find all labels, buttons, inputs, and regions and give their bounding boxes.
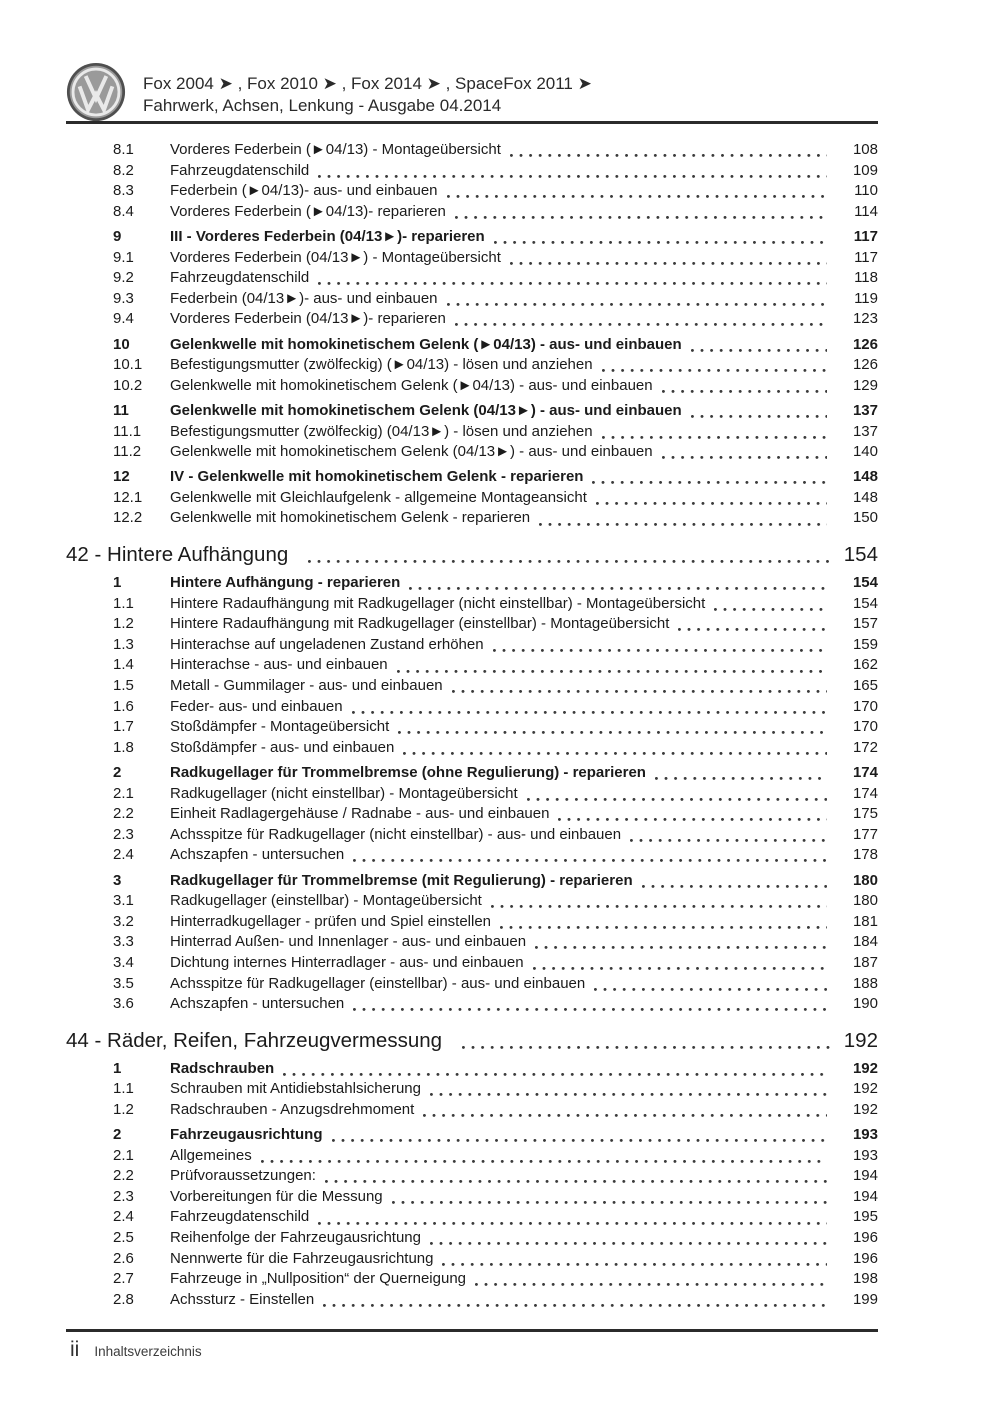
entry-number: 3.4: [113, 953, 134, 971]
entry-page: 129: [852, 376, 878, 394]
toc-entry-row: [66, 422, 878, 443]
entry-page: 165: [852, 677, 878, 695]
dot-leader: [403, 752, 827, 755]
entry-page: 177: [852, 825, 878, 843]
toc-entry-row: [66, 488, 878, 509]
entry-number: 2.6: [113, 1249, 134, 1267]
entry-number: 3.1: [113, 892, 134, 910]
dot-leader: [594, 988, 827, 991]
entry-page: 195: [852, 1208, 878, 1226]
toc-entry-row: [66, 912, 878, 933]
entry-number: 8.3: [113, 182, 134, 200]
entry-number: 9.2: [113, 269, 134, 287]
toc-entry-row: [66, 891, 878, 912]
entry-page: 181: [852, 912, 878, 930]
entry-number: 1.1: [113, 1080, 134, 1098]
entry-title: Achsspitze für Radkugellager (einstellbar) - aus- und einbauen: [170, 974, 586, 992]
entry-title: Vorderes Federbein (04/13►) - Montageübersicht: [170, 248, 501, 266]
dot-leader: [602, 369, 827, 372]
toc-entry-row: [66, 1290, 878, 1311]
toc-entry-row: [66, 140, 878, 161]
entry-title: Fahrzeugdatenschild: [170, 1208, 310, 1226]
header-subtitle-line: Fahrwerk, Achsen, Lenkung - Ausgabe 04.2014: [143, 96, 502, 115]
chapter-title: 42 - Hintere Aufhängung: [66, 543, 289, 567]
entry-title: Achssturz - Einstellen: [170, 1290, 315, 1308]
dot-leader: [602, 436, 827, 439]
toc-entry-row: [66, 442, 878, 463]
entry-page: 187: [852, 953, 878, 971]
entry-page: 154: [843, 543, 878, 567]
toc-entry-row: [66, 697, 878, 718]
entry-number: 1.5: [113, 677, 134, 695]
toc-entry-row: [66, 1269, 878, 1290]
header-models-line: Fox 2004 ➤ , Fox 2010 ➤ , Fox 2014 ➤ , SpaceFox 2011 ➤: [143, 74, 592, 93]
dot-leader: [308, 560, 831, 563]
entry-page: 140: [852, 443, 878, 461]
entry-title: Gelenkwelle mit Gleichlaufgelenk - allgemeine Montageansicht: [170, 488, 587, 506]
entry-title: Metall - Gummilager - aus- und einbauen: [170, 677, 443, 695]
entry-title: Vorderes Federbein (►04/13) - Montageübersicht: [170, 141, 501, 158]
dot-leader: [678, 628, 827, 631]
dot-leader: [596, 502, 827, 505]
entry-number: 1.7: [113, 718, 134, 736]
dot-leader: [539, 523, 827, 526]
entry-page: 157: [852, 615, 878, 633]
entry-number: 9.1: [113, 248, 134, 266]
entry-number: 2: [113, 1126, 122, 1144]
toc-entry-row: [66, 804, 878, 825]
toc-entry-row: [66, 1079, 878, 1100]
entry-title: Allgemeines: [170, 1146, 252, 1164]
entry-number: 2.5: [113, 1229, 134, 1247]
entry-title: Achsspitze für Radkugellager (nicht einstellbar) - aus- und einbauen: [170, 825, 622, 843]
entry-number: 2.1: [113, 1146, 134, 1164]
dot-leader: [714, 608, 827, 611]
dot-leader: [462, 1046, 831, 1049]
entry-page: 170: [852, 697, 878, 715]
dot-leader: [535, 946, 827, 949]
entry-number: 1.2: [113, 615, 134, 633]
dot-leader: [500, 926, 827, 929]
entry-page: 148: [852, 488, 878, 506]
toc-entry-row: [66, 1146, 878, 1167]
dot-leader: [423, 1114, 827, 1117]
dot-leader: [558, 818, 827, 821]
entry-title: Hinterachse - aus- und einbauen: [170, 656, 388, 674]
footer-label: Inhaltsverzeichnis: [94, 1344, 202, 1359]
toc-entry-row: [66, 573, 878, 594]
toc-entry-row: [66, 717, 878, 738]
toc-entry-row: [66, 161, 878, 182]
dot-leader: [353, 1008, 827, 1011]
entry-number: 3.2: [113, 912, 134, 930]
entry-number: 2.1: [113, 784, 134, 802]
entry-title: Fahrzeugdatenschild: [170, 269, 310, 287]
toc-entry-row: [66, 1187, 878, 1208]
entry-title: Federbein (04/13►)- aus- und einbauen: [170, 289, 438, 307]
entry-title: Reihenfolge der Fahrzeugausrichtung: [170, 1229, 421, 1247]
header-divider: [66, 121, 878, 124]
entry-number: 2.2: [113, 1167, 134, 1185]
entry-page: 118: [854, 269, 878, 287]
entry-page: 192: [843, 1028, 878, 1052]
dot-leader: [323, 1304, 827, 1307]
dot-leader: [662, 390, 827, 393]
entry-title: Gelenkwelle mit homokinetischem Gelenk (04/13►) - aus- und einbauen: [170, 443, 653, 461]
entry-title: Schrauben mit Antidiebstahlsicherung: [170, 1080, 421, 1098]
entry-title: Hintere Radaufhängung mit Radkugellager (einstellbar) - Montageübersicht: [170, 615, 670, 633]
footer-page-number: ii: [70, 1338, 80, 1361]
entry-title: Stoßdämpfer - Montageübersicht: [170, 718, 390, 736]
entry-number: 3: [113, 871, 122, 889]
entry-number: 2.8: [113, 1290, 134, 1308]
entry-number: 1.4: [113, 656, 134, 674]
toc-entry-row: [66, 181, 878, 202]
toc-entry-row: [66, 248, 878, 269]
entry-title: Dichtung internes Hinterradlager - aus- und einbauen: [170, 953, 524, 971]
dot-leader: [397, 670, 827, 673]
entry-page: 117: [853, 227, 878, 245]
entry-title: Gelenkwelle mit homokinetischem Gelenk - reparieren: [170, 509, 531, 527]
dot-leader: [447, 195, 827, 198]
entry-page: 192: [852, 1080, 878, 1098]
entry-title: Fahrzeugdatenschild: [170, 161, 310, 179]
dot-leader: [430, 1242, 827, 1245]
toc-entry-row: [66, 1125, 878, 1146]
dot-leader: [352, 711, 827, 714]
dot-leader: [325, 1180, 827, 1183]
entry-number: 8.1: [113, 141, 134, 158]
dot-leader: [662, 456, 827, 459]
entry-title: Vorbereitungen für die Messung: [170, 1187, 383, 1205]
toc-entry-row: [66, 1100, 878, 1121]
dot-leader: [283, 1073, 827, 1076]
dot-leader: [430, 1093, 827, 1096]
dot-leader: [455, 216, 827, 219]
toc-entry-row: [66, 845, 878, 866]
entry-page: 174: [852, 764, 878, 781]
entry-page: 193: [852, 1126, 878, 1144]
entry-number: 2.3: [113, 1187, 134, 1205]
page-header: [66, 62, 878, 122]
dot-leader: [447, 303, 827, 306]
toc-entry-row: [66, 825, 878, 846]
toc-entry-row: [66, 676, 878, 697]
entry-title: Einheit Radlagergehäuse / Radnabe - aus- und einbauen: [170, 805, 550, 823]
entry-number: 3.5: [113, 974, 134, 992]
entry-title: Hintere Aufhängung - reparieren: [170, 574, 401, 592]
entry-page: 180: [852, 892, 878, 910]
entry-number: 11.2: [113, 443, 142, 461]
entry-title: Stoßdämpfer - aus- und einbauen: [170, 738, 395, 756]
toc-entry-row: [66, 1059, 878, 1080]
entry-number: 10.2: [113, 376, 143, 394]
entry-title: Radschrauben - Anzugsdrehmoment: [170, 1100, 415, 1118]
toc-entry-row: [66, 738, 878, 759]
vw-logo-icon: [66, 62, 126, 122]
entry-page: 109: [852, 161, 878, 179]
entry-title: Befestigungsmutter (zwölfeckig) (►04/13) - lösen und anziehen: [170, 356, 593, 374]
toc-entry-row: [66, 401, 878, 422]
entry-page: 199: [852, 1290, 878, 1308]
toc-entry-row: [66, 953, 878, 974]
dot-leader: [318, 1222, 827, 1225]
entry-number: 9.3: [113, 289, 134, 307]
entry-page: 114: [854, 202, 878, 220]
entry-number: 3.6: [113, 995, 134, 1013]
entry-title: Gelenkwelle mit homokinetischem Gelenk (►04/13) - aus- und einbauen: [170, 335, 682, 353]
entry-title: Hintere Radaufhängung mit Radkugellager (nicht einstellbar) - Montageübersicht: [170, 594, 706, 612]
toc-entry-row: [66, 655, 878, 676]
dot-leader: [510, 154, 827, 157]
header-title-block: [143, 62, 592, 117]
toc-entry-row: [66, 376, 878, 397]
entry-number: 2.3: [113, 825, 134, 843]
dot-leader: [592, 481, 827, 484]
entry-title: Gelenkwelle mit homokinetischem Gelenk (►04/13) - aus- und einbauen: [170, 376, 653, 394]
entry-number: 10.1: [113, 356, 143, 374]
toc-entry-row: [66, 467, 878, 488]
entry-title: IV - Gelenkwelle mit homokinetischem Gelenk - reparieren: [170, 468, 584, 486]
dot-leader: [527, 798, 827, 801]
toc-entry-row: [66, 974, 878, 995]
entry-page: 159: [852, 635, 878, 653]
entry-number: 12: [113, 468, 130, 486]
entry-page: 178: [852, 846, 878, 864]
entry-number: 1: [113, 574, 122, 592]
dot-leader: [493, 649, 827, 652]
dot-leader: [691, 349, 827, 352]
dot-leader: [318, 282, 827, 285]
entry-title: Befestigungsmutter (zwölfeckig) (04/13►) - lösen und anziehen: [170, 422, 593, 440]
entry-title: Fahrzeuge in „Nullposition“ der Querneigung: [170, 1270, 467, 1288]
toc-entry-row: [66, 289, 878, 310]
entry-page: 137: [852, 422, 878, 440]
toc-entry-row: [66, 871, 878, 892]
entry-number: 1.1: [113, 594, 134, 612]
toc-entry-row: [66, 1228, 878, 1249]
toc-entry-row: [66, 932, 878, 953]
entry-title: Hinterradkugellager - prüfen und Spiel einstellen: [170, 912, 492, 930]
toc-entry-row: [66, 994, 878, 1015]
entry-title: Vorderes Federbein (►04/13)- reparieren: [170, 202, 446, 220]
entry-number: 10: [113, 335, 130, 353]
entry-page: 154: [852, 574, 878, 592]
entry-number: 9.4: [113, 310, 134, 328]
entry-page: 196: [852, 1249, 878, 1267]
toc-chapter-row: [66, 1028, 878, 1053]
entry-page: 150: [852, 509, 878, 527]
dot-leader: [455, 323, 827, 326]
entry-title: Achszapfen - untersuchen: [170, 995, 345, 1013]
entry-title: Federbein (►04/13)- aus- und einbauen: [170, 182, 438, 200]
entry-number: 12.1: [113, 488, 143, 506]
dot-leader: [475, 1283, 827, 1286]
entry-number: 8.4: [113, 202, 134, 220]
dot-leader: [510, 262, 827, 265]
entry-page: 190: [852, 995, 878, 1013]
toc-entry-row: [66, 1207, 878, 1228]
entry-title: Prüfvoraussetzungen:: [170, 1167, 316, 1185]
entry-page: 188: [852, 974, 878, 992]
entry-page: 198: [852, 1270, 878, 1288]
entry-page: 194: [852, 1167, 878, 1185]
dot-leader: [533, 967, 827, 970]
entry-number: 3.3: [113, 933, 134, 951]
entry-page: 170: [852, 718, 878, 736]
entry-page: 108: [852, 141, 878, 158]
entry-number: 8.2: [113, 161, 134, 179]
entry-page: 117: [854, 248, 878, 266]
entry-page: 174: [852, 784, 878, 802]
footer-divider: [66, 1329, 878, 1332]
dot-leader: [642, 885, 827, 888]
entry-page: 180: [852, 871, 878, 889]
toc-entry-row: [66, 763, 878, 784]
entry-number: 2.2: [113, 805, 134, 823]
entry-number: 12.2: [113, 509, 143, 527]
entry-page: 110: [854, 182, 878, 200]
entry-title: Radschrauben: [170, 1059, 275, 1077]
entry-number: 1: [113, 1059, 122, 1077]
dot-leader: [491, 905, 827, 908]
toc-entry-row: [66, 309, 878, 330]
entry-number: 1.6: [113, 697, 134, 715]
entry-title: Radkugellager (nicht einstellbar) - Montageübersicht: [170, 784, 518, 802]
entry-page: 126: [852, 356, 878, 374]
entry-number: 1.2: [113, 1100, 134, 1118]
toc-entry-row: [66, 227, 878, 248]
entry-title: Nennwerte für die Fahrzeugausrichtung: [170, 1249, 434, 1267]
toc-entry-row: [66, 508, 878, 529]
toc-entry-row: [66, 594, 878, 615]
dot-leader: [494, 241, 827, 244]
entry-number: 2.7: [113, 1270, 134, 1288]
toc-entry-row: [66, 784, 878, 805]
dot-leader: [353, 859, 827, 862]
dot-leader: [442, 1263, 827, 1266]
entry-number: 2.4: [113, 1208, 134, 1226]
toc-entry-row: [66, 268, 878, 289]
dot-leader: [398, 731, 827, 734]
dot-leader: [409, 587, 827, 590]
entry-title: Hinterachse auf ungeladenen Zustand erhöhen: [170, 635, 484, 653]
entry-page: 196: [852, 1229, 878, 1247]
toc-entry-row: [66, 1249, 878, 1270]
toc-entry-row: [66, 335, 878, 356]
toc-entry-row: [66, 614, 878, 635]
entry-title: Vorderes Federbein (04/13►)- reparieren: [170, 310, 446, 328]
entry-page: 192: [852, 1059, 878, 1077]
entry-title: Feder- aus- und einbauen: [170, 697, 343, 715]
entry-page: 119: [854, 289, 878, 307]
toc-entry-row: [66, 1166, 878, 1187]
entry-number: 2.4: [113, 846, 134, 864]
entry-page: 175: [852, 805, 878, 823]
entry-number: 1.8: [113, 738, 134, 756]
entry-page: 123: [852, 310, 878, 328]
entry-title: III - Vorderes Federbein (04/13►)- reparieren: [170, 227, 485, 245]
entry-title: Gelenkwelle mit homokinetischem Gelenk (04/13►) - aus- und einbauen: [170, 401, 682, 419]
entry-title: Achszapfen - untersuchen: [170, 846, 345, 864]
entry-number: 2: [113, 764, 122, 781]
entry-page: 194: [852, 1187, 878, 1205]
toc-entry-row: [66, 355, 878, 376]
dot-leader: [332, 1139, 827, 1142]
entry-title: Radkugellager für Trommelbremse (ohne Regulierung) - reparieren: [170, 764, 646, 781]
chapter-title: 44 - Räder, Reifen, Fahrzeugvermessung: [66, 1028, 443, 1052]
dot-leader: [318, 175, 827, 178]
entry-page: 184: [852, 933, 878, 951]
dot-leader: [452, 690, 827, 693]
entry-title: Hinterrad Außen- und Innenlager - aus- und einbauen: [170, 933, 527, 951]
dot-leader: [691, 415, 827, 418]
entry-title: Fahrzeugausrichtung: [170, 1126, 323, 1144]
entry-page: 172: [852, 738, 878, 756]
entry-title: Radkugellager (einstellbar) - Montageübersicht: [170, 892, 482, 910]
table-of-contents: [66, 140, 878, 1310]
dot-leader: [630, 839, 827, 842]
entry-number: 9: [113, 227, 122, 245]
dot-leader: [655, 777, 827, 780]
entry-number: 1.3: [113, 635, 134, 653]
entry-page: 193: [852, 1146, 878, 1164]
dot-leader: [392, 1201, 827, 1204]
entry-page: 137: [852, 401, 878, 419]
entry-number: 11: [113, 401, 129, 419]
toc-entry-row: [66, 635, 878, 656]
entry-page: 162: [852, 656, 878, 674]
entry-page: 126: [852, 335, 878, 353]
entry-page: 154: [852, 594, 878, 612]
entry-page: 192: [852, 1100, 878, 1118]
toc-entry-row: [66, 202, 878, 223]
entry-title: Radkugellager für Trommelbremse (mit Regulierung) - reparieren: [170, 871, 633, 889]
toc-chapter-row: [66, 542, 878, 567]
entry-page: 148: [852, 468, 878, 486]
page-footer: [70, 1337, 202, 1363]
dot-leader: [261, 1160, 827, 1163]
entry-number: 11.1: [113, 422, 142, 440]
